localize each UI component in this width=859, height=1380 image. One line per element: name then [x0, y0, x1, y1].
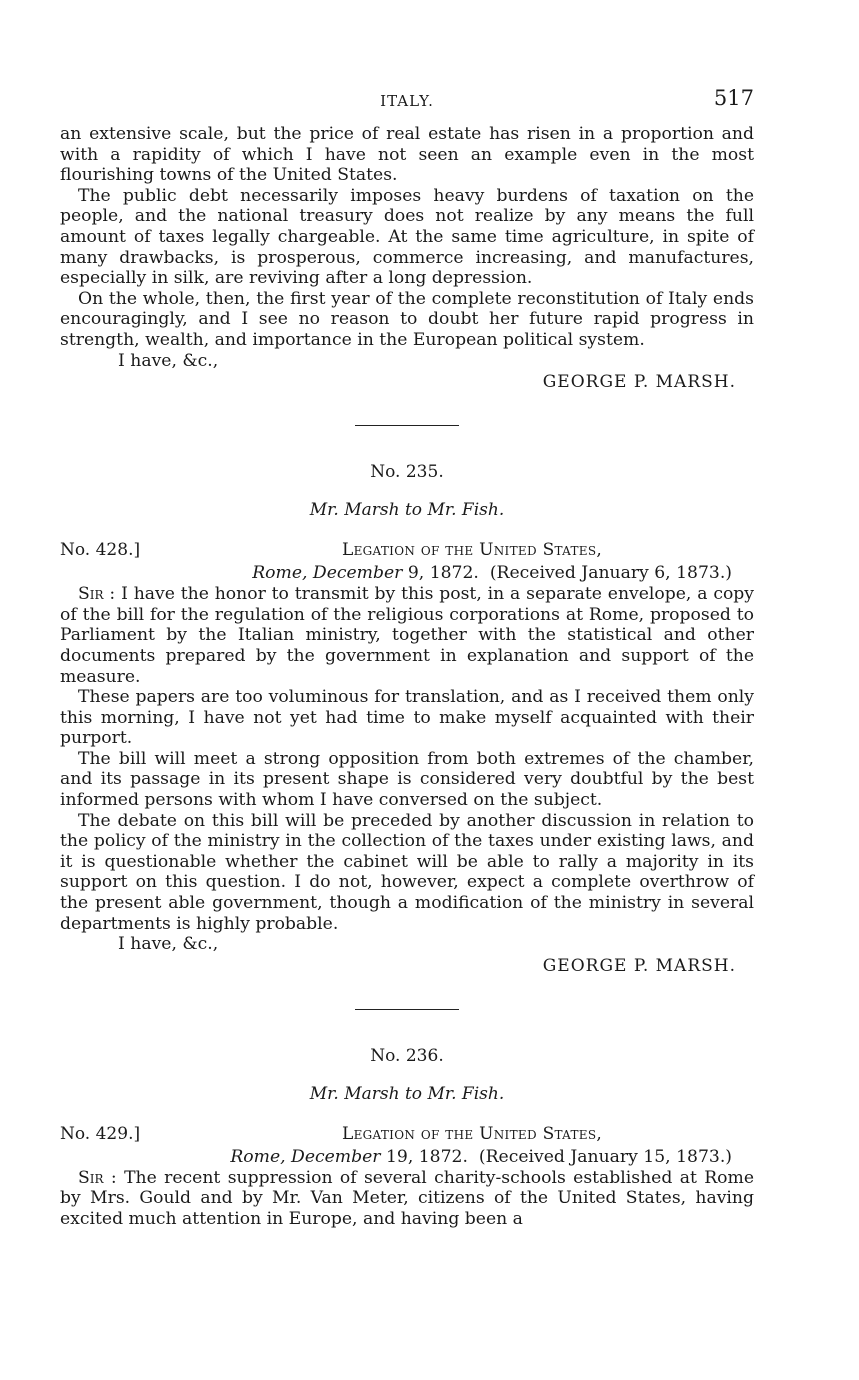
- doc-235-title: Mr. Marsh to Mr. Fish.: [309, 500, 505, 521]
- doc-236-title: Mr. Marsh to Mr. Fish.: [309, 1083, 505, 1104]
- doc-236-dispatch-head: [60, 1124, 754, 1146]
- doc-235-signature: GEORGE P. MARSH.: [542, 955, 736, 976]
- page-header: [60, 84, 754, 124]
- doc-235-dispatch-number: No. 428.]: [60, 540, 141, 561]
- doc-236-received: (Received January 15, 1873.): [478, 1146, 732, 1167]
- intro-closing: I have, &c.,: [118, 350, 219, 371]
- intro-signature: GEORGE P. MARSH.: [542, 372, 736, 393]
- doc-236-number: No. 236.: [370, 1045, 444, 1066]
- doc-236-paragraph-1: [60, 1168, 754, 1230]
- intro-paragraph-3: On the whole, then, the first year of the complete reconstitution of Italy ends encouragingly, and I see no reason to doubt her future rapid progress in strength, wealth, and importance in the European political system.: [60, 288, 754, 350]
- doc-236-dateline: [60, 1146, 754, 1168]
- doc-235-dispatch-head: [60, 540, 754, 562]
- doc-236-date: 19, 1872.: [385, 1146, 468, 1167]
- doc-236-dispatch-number: No. 429.]: [60, 1123, 141, 1144]
- intro-paragraph-2: The public debt necessarily imposes heavy burdens of taxation on the people, and the national treasury does not realize by any means the full amount of taxes legally chargeable. At the same time agriculture, in spite of many drawbacks, is prosperous, commerce increasing, and manufactures, especially in silk, are reviving after a long depression.: [60, 185, 754, 289]
- doc-235-paragraph-3: The bill will meet a strong opposition from both extremes of the chamber, and its passage in its present shape is considered very doubtful by the best informed persons with whom I have conversed on the subject.: [60, 748, 754, 811]
- doc-235-legation: Legation of the United States,: [342, 540, 603, 561]
- doc-235-closing: I have, &c.,: [118, 934, 219, 955]
- doc-235-paragraph-4: The debate on this bill will be preceded by another discussion in relation to the policy of the ministry in the collection of the taxes under existing laws, and it is questionable whether the cabinet will be able to rally a majority in its support on this question. I do not, however, expect a complete overthrow of the present able government, though a modification of the ministry in several departments is highly probable.: [60, 810, 754, 934]
- section-divider: [355, 1009, 459, 1010]
- doc-236-legation: Legation of the United States,: [342, 1123, 603, 1144]
- section-divider: [355, 425, 459, 426]
- doc-235-salutation: Sir :: [78, 584, 116, 605]
- doc-235-date: 9, 1872.: [407, 563, 479, 584]
- doc-236-place: Rome, December: [230, 1146, 381, 1167]
- doc-236-paragraph-1-text: The recent suppression of several charity-schools established at Rome by Mrs. Gould and by Mr. Van Meter, citizens of the United States, having excited much attention in Europe, and having been a: [60, 1167, 754, 1229]
- doc-235-dateline: [60, 562, 754, 584]
- doc-235-place: Rome, December: [252, 563, 403, 584]
- doc-235-paragraph-1: [60, 584, 754, 687]
- doc-235-number: No. 235.: [370, 462, 444, 483]
- doc-236-salutation: Sir :: [78, 1167, 117, 1188]
- document-page: [60, 84, 754, 1230]
- page-number: 517: [713, 86, 754, 110]
- running-head: ITALY.: [380, 92, 434, 110]
- doc-235-received: (Received January 6, 1873.): [489, 563, 732, 584]
- doc-235-paragraph-1-text: I have the honor to transmit by this post, in a separate envelope, a copy of the bill for the regulation of the religious corporations at Rome, proposed to Parliament by the Italian ministry, together with the statistical and other documents prepared by the government in explanation and support of the measure.: [60, 584, 755, 687]
- doc-235-paragraph-2: These papers are too voluminous for translation, and as I received them only this morning, I have not yet had time to make myself acquainted with their purport.: [60, 687, 754, 749]
- intro-paragraph-1: an extensive scale, but the price of real estate has risen in a proportion and with a rapidity of which I have not seen an example even in the most flourishing towns of the United States.: [60, 124, 754, 186]
